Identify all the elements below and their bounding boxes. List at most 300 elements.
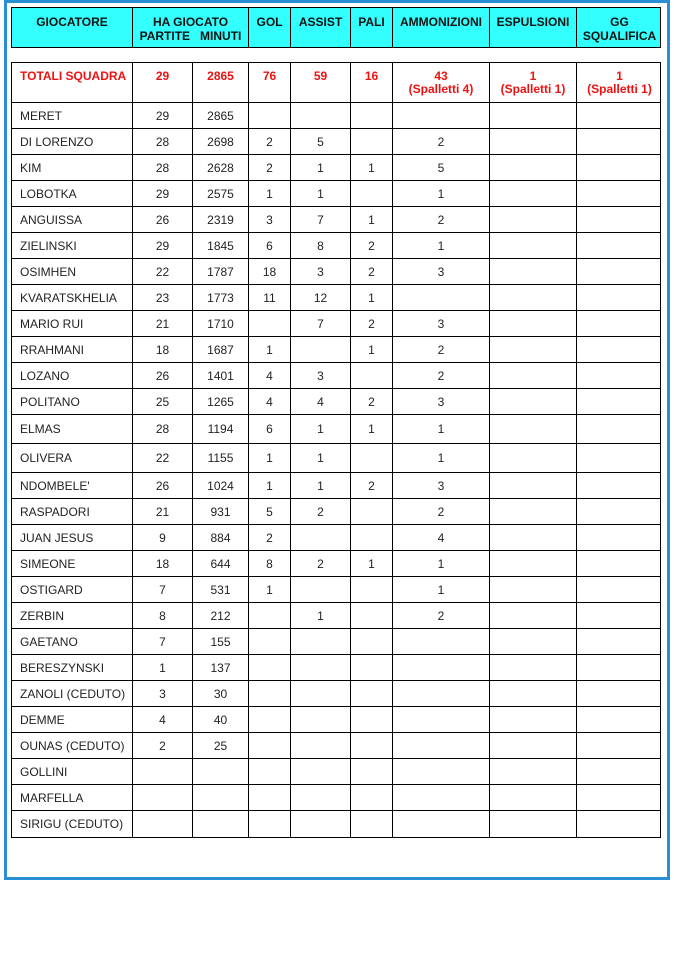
table-row [12,577,660,603]
cell-matches: 29 [133,233,193,258]
cell-assists [291,103,351,128]
cell-sendoffs [490,785,577,810]
cell-sendoffs [490,603,577,628]
cell-goals: 3 [249,207,291,232]
cell-ban [577,337,662,362]
cell-matches: 9 [133,525,193,550]
cell-goals [249,681,291,706]
cell-bookings: 2 [393,207,490,232]
cell-posts [351,811,393,837]
cell-bookings [393,733,490,758]
cell-sendoffs [490,311,577,336]
cell-sendoffs [490,285,577,310]
table-row [12,811,660,837]
totals-ban [577,63,662,102]
totals-bookings-value: 43 [434,69,448,83]
cell-assists: 1 [291,473,351,498]
cell-assists [291,707,351,732]
cell-assists [291,681,351,706]
cell-ban [577,363,662,388]
cell-ban [577,259,662,284]
cell-minutes: 40 [193,707,249,732]
cell-posts: 1 [351,415,393,443]
header-played-title: HA GIOCATO [152,15,229,29]
cell-sendoffs [490,655,577,680]
cell-bookings: 2 [393,129,490,154]
cell-matches: 26 [133,363,193,388]
cell-matches: 8 [133,603,193,628]
cell-goals: 11 [249,285,291,310]
cell-goals [249,785,291,810]
cell-posts [351,707,393,732]
cell-bookings: 1 [393,551,490,576]
cell-goals [249,629,291,654]
cell-sendoffs [490,129,577,154]
cell-matches: 26 [133,473,193,498]
cell-sendoffs [490,207,577,232]
cell-matches [133,785,193,810]
cell-ban [577,207,662,232]
cell-name: OSIMHEN [12,259,133,284]
cell-sendoffs [490,577,577,602]
cell-ban [577,603,662,628]
cell-assists: 1 [291,444,351,472]
cell-name: BERESZYNSKI [12,655,133,680]
cell-ban [577,681,662,706]
cell-bookings: 3 [393,259,490,284]
cell-bookings [393,707,490,732]
cell-sendoffs [490,759,577,784]
cell-name: LOZANO [12,363,133,388]
cell-name: MARIO RUI [12,311,133,336]
header-played-sub: PARTITE MINUTI [139,29,242,43]
cell-minutes: 2698 [193,129,249,154]
table-row [12,785,660,811]
cell-posts: 2 [351,473,393,498]
cell-ban [577,551,662,576]
cell-sendoffs [490,733,577,758]
cell-goals [249,603,291,628]
cell-assists [291,337,351,362]
cell-sendoffs [490,499,577,524]
cell-assists: 7 [291,311,351,336]
cell-ban [577,233,662,258]
cell-posts: 1 [351,155,393,180]
cell-goals: 1 [249,577,291,602]
cell-goals: 2 [249,525,291,550]
cell-minutes: 212 [193,603,249,628]
cell-goals: 2 [249,129,291,154]
cell-goals: 1 [249,181,291,206]
cell-matches: 29 [133,181,193,206]
table-row [12,415,660,444]
cell-bookings: 4 [393,525,490,550]
cell-minutes [193,785,249,810]
table-row [12,311,660,337]
cell-sendoffs [490,811,577,837]
cell-bookings [393,811,490,837]
table-row [12,759,660,785]
cell-matches: 7 [133,629,193,654]
cell-bookings: 2 [393,337,490,362]
cell-matches [133,759,193,784]
cell-ban [577,155,662,180]
cell-posts: 2 [351,389,393,414]
cell-bookings: 1 [393,444,490,472]
cell-ban [577,103,662,128]
cell-minutes: 1710 [193,311,249,336]
cell-minutes: 2319 [193,207,249,232]
cell-ban [577,473,662,498]
stats-frame [4,0,670,880]
cell-posts: 2 [351,259,393,284]
cell-assists: 3 [291,363,351,388]
cell-assists [291,733,351,758]
header-goals: GOL [249,8,291,47]
cell-assists: 2 [291,551,351,576]
cell-matches: 7 [133,577,193,602]
totals-sendoffs-note: (Spalletti 1) [500,82,566,96]
cell-matches [133,811,193,837]
cell-name: DEMME [12,707,133,732]
table-row [12,681,660,707]
cell-bookings: 1 [393,415,490,443]
cell-ban [577,707,662,732]
cell-minutes: 884 [193,525,249,550]
cell-name: RASPADORI [12,499,133,524]
table-row [12,233,660,259]
table-row [12,207,660,233]
cell-name: ZIELINSKI [12,233,133,258]
cell-name: OSTIGARD [12,577,133,602]
cell-sendoffs [490,444,577,472]
cell-assists: 1 [291,181,351,206]
cell-assists: 2 [291,499,351,524]
header-posts: PALI [351,8,393,47]
table-header [11,7,661,48]
cell-posts [351,103,393,128]
cell-posts: 1 [351,207,393,232]
cell-minutes: 1773 [193,285,249,310]
cell-goals: 6 [249,233,291,258]
table-row [12,285,660,311]
table-row [12,363,660,389]
cell-matches: 25 [133,389,193,414]
totals-row [12,63,660,103]
table-row [12,129,660,155]
cell-posts [351,733,393,758]
cell-assists [291,629,351,654]
cell-assists: 1 [291,603,351,628]
cell-ban [577,577,662,602]
cell-ban [577,525,662,550]
cell-name: ZANOLI (CEDUTO) [12,681,133,706]
cell-minutes: 1155 [193,444,249,472]
cell-name: ELMAS [12,415,133,443]
cell-name: GAETANO [12,629,133,654]
table-row [12,525,660,551]
cell-assists: 5 [291,129,351,154]
cell-minutes: 1687 [193,337,249,362]
cell-ban [577,629,662,654]
cell-minutes: 531 [193,577,249,602]
cell-goals: 4 [249,389,291,414]
cell-bookings: 2 [393,603,490,628]
cell-name: OUNAS (CEDUTO) [12,733,133,758]
cell-name: ANGUISSA [12,207,133,232]
cell-goals [249,655,291,680]
cell-goals: 1 [249,444,291,472]
cell-matches: 1 [133,655,193,680]
cell-name: KVARATSKHELIA [12,285,133,310]
cell-assists [291,759,351,784]
cell-assists [291,525,351,550]
cell-ban [577,759,662,784]
cell-sendoffs [490,103,577,128]
cell-name: MERET [12,103,133,128]
cell-goals: 8 [249,551,291,576]
header-bookings: AMMONIZIONI [393,8,490,47]
cell-bookings: 5 [393,155,490,180]
cell-bookings: 1 [393,577,490,602]
cell-goals: 4 [249,363,291,388]
cell-ban [577,811,662,837]
header-ban-line1: GG [610,15,629,29]
cell-minutes: 1845 [193,233,249,258]
cell-minutes: 2575 [193,181,249,206]
cell-name: JUAN JESUS [12,525,133,550]
cell-assists [291,655,351,680]
cell-name: GOLLINI [12,759,133,784]
table-row [12,444,660,473]
cell-assists: 3 [291,259,351,284]
cell-bookings [393,655,490,680]
cell-minutes: 1401 [193,363,249,388]
cell-ban [577,129,662,154]
cell-minutes: 1265 [193,389,249,414]
cell-name: SIMEONE [12,551,133,576]
cell-posts [351,525,393,550]
cell-bookings: 3 [393,389,490,414]
cell-ban [577,444,662,472]
cell-sendoffs [490,259,577,284]
cell-posts [351,129,393,154]
cell-goals [249,733,291,758]
cell-sendoffs [490,389,577,414]
cell-matches: 22 [133,444,193,472]
totals-sendoffs [490,63,577,102]
cell-name: MARFELLA [12,785,133,810]
cell-sendoffs [490,525,577,550]
cell-assists [291,577,351,602]
cell-goals [249,759,291,784]
table-row [12,259,660,285]
cell-posts [351,759,393,784]
table-row [12,629,660,655]
cell-minutes: 931 [193,499,249,524]
cell-minutes: 2628 [193,155,249,180]
totals-sendoffs-value: 1 [529,69,537,83]
cell-matches: 28 [133,415,193,443]
cell-posts [351,655,393,680]
cell-posts [351,681,393,706]
cell-minutes [193,811,249,837]
stats-table [11,62,661,838]
cell-ban [577,733,662,758]
cell-bookings [393,681,490,706]
cell-sendoffs [490,551,577,576]
cell-sendoffs [490,629,577,654]
totals-bookings [393,63,490,102]
table-row [12,337,660,363]
cell-assists [291,785,351,810]
cell-posts [351,785,393,810]
cell-matches: 21 [133,311,193,336]
cell-matches: 4 [133,707,193,732]
table-row [12,551,660,577]
cell-assists: 7 [291,207,351,232]
cell-matches: 23 [133,285,193,310]
cell-matches: 3 [133,681,193,706]
cell-goals [249,811,291,837]
cell-bookings: 3 [393,473,490,498]
totals-ban-note: (Spalletti 1) [587,82,652,96]
cell-posts [351,629,393,654]
cell-ban [577,285,662,310]
totals-ban-value: 1 [616,69,623,83]
cell-sendoffs [490,681,577,706]
cell-name: OLIVERA [12,444,133,472]
stats-panel [7,3,667,877]
cell-ban [577,389,662,414]
cell-matches: 18 [133,337,193,362]
cell-matches: 28 [133,129,193,154]
totals-posts: 16 [351,63,393,102]
cell-goals [249,707,291,732]
table-row [12,155,660,181]
header-player: GIOCATORE [12,8,133,47]
cell-minutes: 644 [193,551,249,576]
cell-name: RRAHMANI [12,337,133,362]
table-row [12,655,660,681]
cell-bookings: 3 [393,311,490,336]
cell-bookings: 2 [393,499,490,524]
header-sendoffs: ESPULSIONI [490,8,577,47]
cell-sendoffs [490,155,577,180]
cell-minutes: 2865 [193,103,249,128]
cell-minutes: 1024 [193,473,249,498]
cell-matches: 22 [133,259,193,284]
cell-name: DI LORENZO [12,129,133,154]
cell-goals: 18 [249,259,291,284]
cell-name: KIM [12,155,133,180]
cell-minutes: 1787 [193,259,249,284]
cell-goals: 1 [249,473,291,498]
cell-posts: 1 [351,337,393,362]
cell-minutes: 155 [193,629,249,654]
cell-bookings [393,629,490,654]
cell-posts [351,577,393,602]
table-row [12,181,660,207]
totals-bookings-note: (Spalletti 4) [408,82,474,96]
cell-matches: 29 [133,103,193,128]
cell-assists: 4 [291,389,351,414]
cell-matches: 21 [133,499,193,524]
cell-sendoffs [490,415,577,443]
cell-posts [351,603,393,628]
cell-posts: 1 [351,551,393,576]
header-ban [577,8,662,47]
cell-assists: 1 [291,415,351,443]
cell-matches: 28 [133,155,193,180]
cell-ban [577,655,662,680]
cell-posts [351,363,393,388]
cell-sendoffs [490,181,577,206]
totals-assists: 59 [291,63,351,102]
cell-bookings: 1 [393,181,490,206]
totals-label: TOTALI SQUADRA [12,63,133,102]
cell-assists: 1 [291,155,351,180]
cell-assists: 12 [291,285,351,310]
cell-assists: 8 [291,233,351,258]
cell-goals [249,311,291,336]
cell-name: ZERBIN [12,603,133,628]
cell-name: SIRIGU (CEDUTO) [12,811,133,837]
cell-name: LOBOTKA [12,181,133,206]
table-row [12,603,660,629]
table-row [12,389,660,415]
table-row [12,103,660,129]
cell-minutes: 137 [193,655,249,680]
header-assists: ASSIST [291,8,351,47]
cell-sendoffs [490,233,577,258]
cell-sendoffs [490,363,577,388]
cell-goals: 1 [249,337,291,362]
cell-sendoffs [490,337,577,362]
table-row [12,707,660,733]
cell-bookings: 2 [393,363,490,388]
totals-minutes: 2865 [193,63,249,102]
cell-minutes [193,759,249,784]
cell-posts [351,181,393,206]
cell-posts: 2 [351,311,393,336]
cell-matches: 18 [133,551,193,576]
cell-matches: 26 [133,207,193,232]
cell-bookings: 1 [393,233,490,258]
totals-goals: 76 [249,63,291,102]
cell-ban [577,181,662,206]
cell-ban [577,311,662,336]
cell-posts: 2 [351,233,393,258]
header-ban-line2: SQUALIFICA [582,29,657,43]
cell-goals: 2 [249,155,291,180]
cell-name: NDOMBELE' [12,473,133,498]
cell-minutes: 1194 [193,415,249,443]
table-row [12,473,660,499]
header-played [133,8,249,47]
cell-ban [577,499,662,524]
cell-ban [577,415,662,443]
cell-ban [577,785,662,810]
cell-posts [351,499,393,524]
cell-sendoffs [490,707,577,732]
cell-goals [249,103,291,128]
cell-bookings [393,785,490,810]
cell-name: POLITANO [12,389,133,414]
cell-goals: 5 [249,499,291,524]
cell-bookings [393,103,490,128]
table-row [12,499,660,525]
